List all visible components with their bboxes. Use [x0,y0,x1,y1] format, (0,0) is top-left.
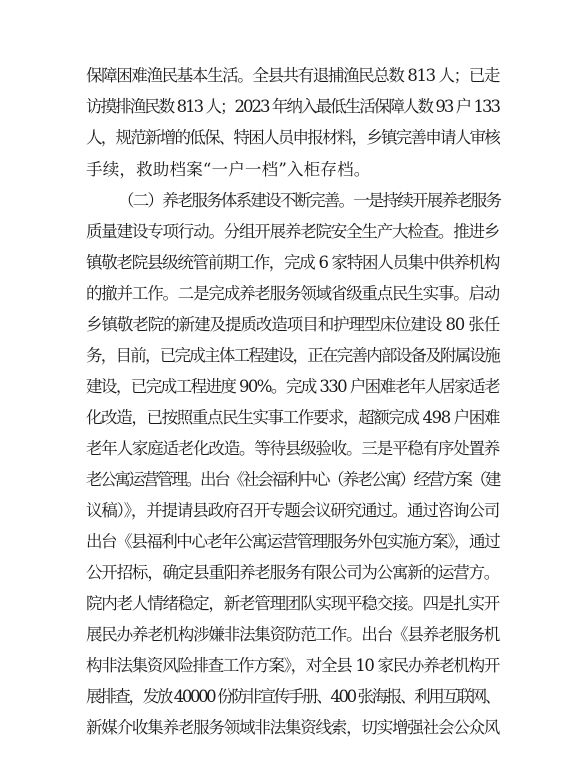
text-line: 保障困难渔民基本生活。全县共有退捕渔民总数 813 人；已走 [86,66,499,85]
text-line: 老年人家庭适老化改造。等待县级验收。三是平稳有序处置养 [86,439,500,458]
text-line: 院内老人情绪稳定，新老管理团队实现平稳交接。四是扎实开 [86,594,500,613]
text-line: 新媒介收集养老服务领域非法集资线索，切实增强社会公众风 [86,718,500,737]
text-line: 乡镇敬老院的新建及提质改造项目和护理型床位建设 80 张任 [86,315,499,334]
text-line: 展排查，发放 40000 份防非宣传手册、400 张海报、利用互联网、 [86,687,499,706]
text-line: 化改造，已按照重点民生实事工作要求，超额完成 498 户困难 [86,408,499,427]
text-line: 务，目前，已完成主体工程建设，正在完善内部设备及附属设施 [86,346,499,365]
text-line: 的撤并工作。二是完成养老服务领域省级重点民生实事。启动 [86,284,500,303]
text-line: 展民办养老机构涉嫌非法集资防范工作。出台《县养老服务机 [86,625,500,644]
text-line: 公开招标，确定县重阳养老服务有限公司为公寓新的运营方。 [86,563,500,582]
text-line: 镇敬老院县级统管前期工作，完成 6 家特困人员集中供养机构 [86,253,499,272]
text-line: 建设，已完成工程进度 90%。完成 330 户困难老年人居家适老 [86,377,499,396]
text-line: 访摸排渔民数 813 人；2023 年纳入最低生活保障人数 93 户 133 [86,97,499,116]
text-line: 老公寓运营管理。出台《社会福利中心（养老公寓）经营方案（建 [86,470,499,489]
text-line: 人，规范新增的低保、特困人员申报材料，乡镇完善申请人审核 [86,128,499,147]
text-line: 质量建设专项行动。分组开展养老院安全生产大检查。推进乡 [86,222,500,241]
text-line: 议稿）》，并提请县政府召开专题会议研究通过。通过咨询公司 [86,501,499,520]
text-line: 构非法集资风险排查工作方案》，对全县 10 家民办养老机构开 [86,656,499,675]
text-line: 手续，救助档案“一户一档”入柜存档。 [86,160,371,179]
text-line: （二）养老服务体系建设不断完善。一是持续开展养老服务 [118,191,501,210]
text-line: 出台《县福利中心老年公寓运营管理服务外包实施方案》，通过 [86,532,499,551]
